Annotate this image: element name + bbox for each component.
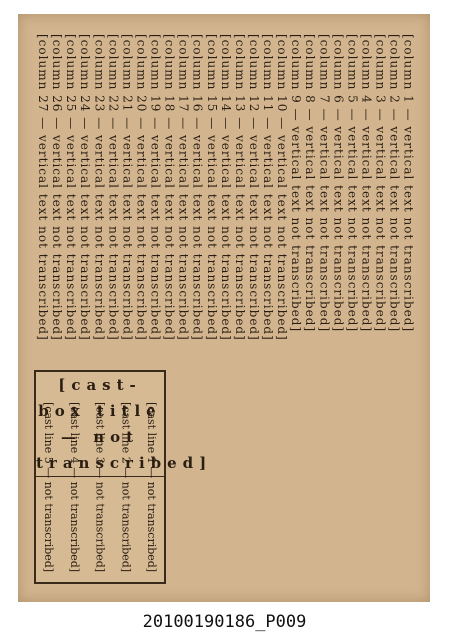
cast-entry: [cast line 4 — not transcribed] [67, 402, 81, 573]
cast-entry: [cast line 3 — not transcribed] [93, 402, 107, 573]
text-column: [column 25 — vertical text not transcribed] [64, 34, 79, 341]
text-column: [column 24 — vertical text not transcribed] [78, 34, 93, 341]
text-column: [column 1 — vertical text not transcribed] [401, 34, 416, 333]
cast-list-body [42, 402, 158, 576]
text-column: [column 7 — vertical text not transcribed] [317, 34, 332, 333]
text-column: [column 26 — vertical text not transcribed] [50, 34, 65, 341]
text-column: [column 11 — vertical text not transcribed] [261, 34, 275, 341]
text-column: [column 2 — vertical text not transcribed] [387, 34, 402, 333]
document-page [18, 14, 430, 602]
text-column: [column 14 — vertical text not transcribed] [218, 34, 233, 341]
text-column: [column 6 — vertical text not transcribed] [331, 34, 346, 333]
text-column: [column 16 — vertical text not transcribed] [190, 34, 205, 341]
text-column: [column 17 — vertical text not transcribed] [176, 34, 191, 341]
text-column: [column 13 — vertical text not transcribed] [232, 34, 247, 341]
text-column: [column 18 — vertical text not transcribed] [162, 34, 177, 341]
text-column: [column 4 — vertical text not transcribed] [359, 34, 374, 333]
text-column: [column 3 — vertical text not transcribed] [373, 34, 388, 333]
text-column: [column 27 — vertical text not transcribed] [36, 34, 50, 341]
text-column: [column 22 — vertical text not transcribed] [106, 34, 121, 341]
file-caption: 20100190186_P009 [142, 612, 307, 632]
text-column: [column 21 — vertical text not transcribed] [120, 34, 135, 341]
text-column: [column 15 — vertical text not transcribed] [204, 34, 219, 341]
text-column: [column 12 — vertical text not transcribed] [246, 34, 261, 341]
cast-entry: [cast line 2 — not transcribed] [119, 402, 133, 573]
text-column: [column 19 — vertical text not transcribed] [148, 34, 163, 341]
text-column: [column 9 — vertical text not transcribed] [289, 34, 304, 333]
text-column: [column 8 — vertical text not transcribed] [303, 34, 318, 333]
cast-list-title: [cast-box title — not transcribed] [36, 372, 164, 477]
text-column: [column 23 — vertical text not transcribed] [92, 34, 107, 341]
cast-entry: [cast line 1 — not transcribed] [145, 402, 158, 573]
text-column: [column 20 — vertical text not transcribed] [134, 34, 149, 341]
text-column: [column 10 — vertical text not transcribed] [275, 34, 290, 341]
cast-list-box [34, 370, 213, 584]
cast-entry: [cast line 5 — not transcribed] [42, 402, 55, 573]
text-column: [column 5 — vertical text not transcribed] [345, 34, 360, 333]
